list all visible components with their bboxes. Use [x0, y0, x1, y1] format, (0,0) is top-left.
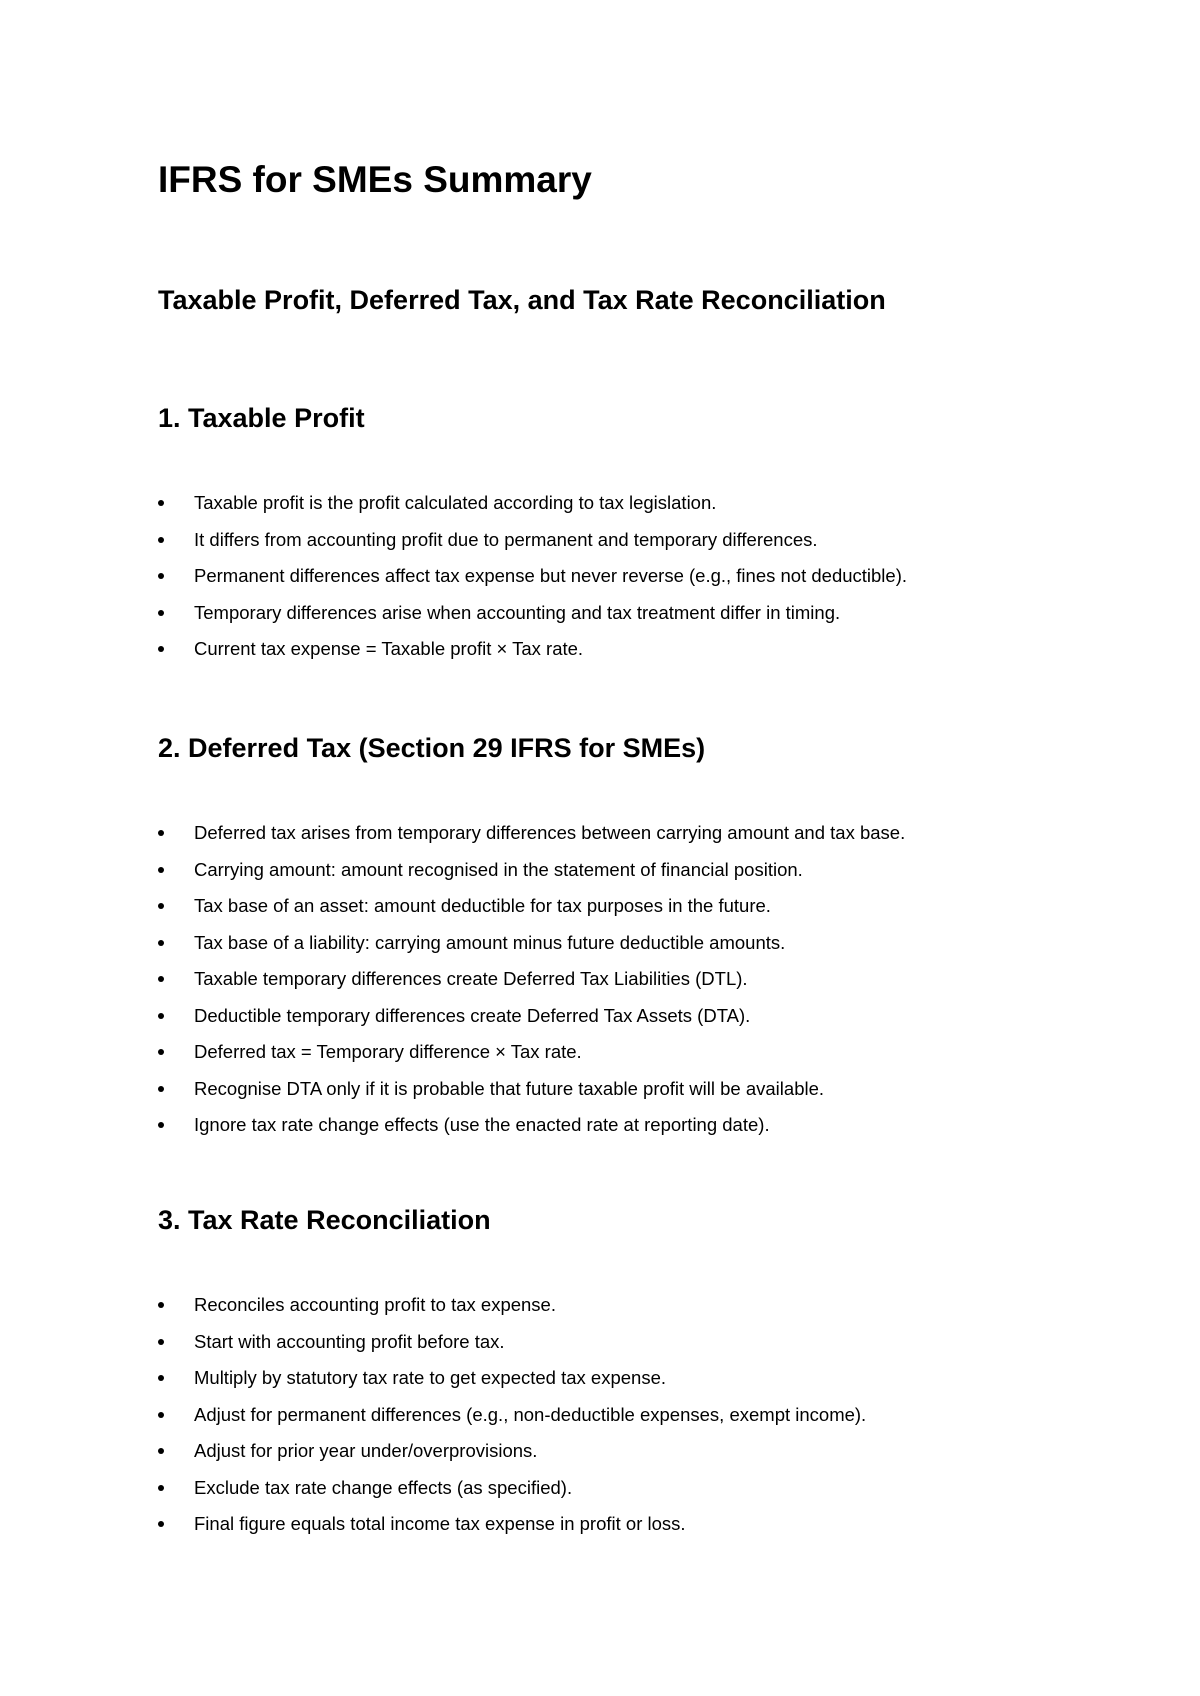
section-heading-tax-rate-reconciliation: 3. Tax Rate Reconciliation	[158, 1205, 491, 1235]
list-item	[158, 1397, 866, 1434]
list-item-text: Deferred tax = Temporary difference × Tax rate.	[194, 1041, 582, 1062]
bullet-icon	[158, 1122, 164, 1128]
list-item-text: Taxable temporary differences create Deferred Tax Liabilities (DTL).	[194, 968, 748, 989]
list-item	[158, 925, 905, 962]
list-item	[158, 1506, 866, 1543]
list-item-text: Temporary differences arise when accounting and tax treatment differ in timing.	[194, 601, 841, 623]
list-item-text: Taxable profit is the profit calculated according to tax legislation.	[194, 492, 717, 513]
list-item-text: Recognise DTA only if it is probable that future taxable profit will be available.	[194, 1077, 825, 1099]
bullet-icon	[158, 1521, 164, 1527]
list-item-text: Reconciles accounting profit to tax expense.	[194, 1294, 556, 1315]
list-item	[158, 1433, 866, 1470]
bullet-icon	[158, 646, 164, 652]
list-item-text: Final figure equals total income tax expense in profit or loss.	[194, 1513, 686, 1534]
section-heading-deferred-tax: 2. Deferred Tax (Section 29 IFRS for SMEs)	[158, 733, 706, 763]
list-item-text: Adjust for permanent differences (e.g., non-deductible expenses, exempt income).	[194, 1403, 867, 1425]
list-item-text: Tax base of a liability: carrying amount minus future deductible amounts.	[194, 931, 786, 953]
list-item-text: Multiply by statutory tax rate to get expected tax expense.	[194, 1367, 667, 1388]
bullet-icon	[158, 830, 164, 836]
bullet-icon	[158, 1448, 164, 1454]
bullet-list-deferred-tax	[158, 815, 905, 1144]
list-item-text: It differs from accounting profit due to permanent and temporary differences.	[194, 528, 818, 550]
list-item-text: Start with accounting profit before tax.	[194, 1330, 505, 1352]
bullet-icon	[158, 1339, 164, 1345]
list-item-text: Tax base of an asset: amount deductible for tax purposes in the future.	[194, 895, 771, 916]
bullet-list-taxable-profit	[158, 485, 907, 668]
bullet-icon	[158, 573, 164, 579]
bullet-list-tax-rate-reconciliation	[158, 1287, 866, 1543]
list-item	[158, 558, 907, 595]
list-item-text: Permanent differences affect tax expense but never reverse (e.g., fines not deductible).	[194, 565, 908, 586]
list-item	[158, 998, 905, 1035]
bullet-icon	[158, 867, 164, 873]
document-title: IFRS for SMEs Summary	[158, 159, 592, 200]
list-item	[158, 1470, 866, 1507]
list-item-text: Exclude tax rate change effects (as specified).	[194, 1476, 573, 1498]
list-item	[158, 815, 905, 852]
bullet-icon	[158, 976, 164, 982]
list-item	[158, 595, 907, 632]
list-item-text: Ignore tax rate change effects (use the enacted rate at reporting date).	[194, 1114, 770, 1135]
list-item	[158, 961, 905, 998]
bullet-icon	[158, 500, 164, 506]
section-heading-taxable-profit: 1. Taxable Profit	[158, 403, 365, 433]
list-item	[158, 852, 905, 889]
list-item	[158, 1071, 905, 1108]
bullet-icon	[158, 1013, 164, 1019]
list-item	[158, 1324, 866, 1361]
bullet-icon	[158, 1485, 164, 1491]
bullet-icon	[158, 610, 164, 616]
list-item	[158, 1034, 905, 1071]
list-item-text: Current tax expense = Taxable profit × Tax rate.	[194, 638, 584, 659]
document-subtitle: Taxable Profit, Deferred Tax, and Tax Rate Reconciliation	[158, 285, 886, 315]
bullet-icon	[158, 537, 164, 543]
bullet-icon	[158, 1302, 164, 1308]
list-item	[158, 631, 907, 668]
list-item	[158, 522, 907, 559]
list-item-text: Carrying amount: amount recognised in the statement of financial position.	[194, 858, 803, 880]
list-item	[158, 1287, 866, 1324]
bullet-icon	[158, 1412, 164, 1418]
list-item-text: Deductible temporary differences create Deferred Tax Assets (DTA).	[194, 1004, 751, 1026]
bullet-icon	[158, 1086, 164, 1092]
bullet-icon	[158, 940, 164, 946]
list-item-text: Deferred tax arises from temporary differences between carrying amount and tax base.	[194, 822, 906, 843]
list-item	[158, 1107, 905, 1144]
list-item-text: Adjust for prior year under/overprovisions.	[194, 1440, 538, 1461]
bullet-icon	[158, 1049, 164, 1055]
bullet-icon	[158, 903, 164, 909]
bullet-icon	[158, 1375, 164, 1381]
list-item	[158, 1360, 866, 1397]
list-item	[158, 888, 905, 925]
list-item	[158, 485, 907, 522]
